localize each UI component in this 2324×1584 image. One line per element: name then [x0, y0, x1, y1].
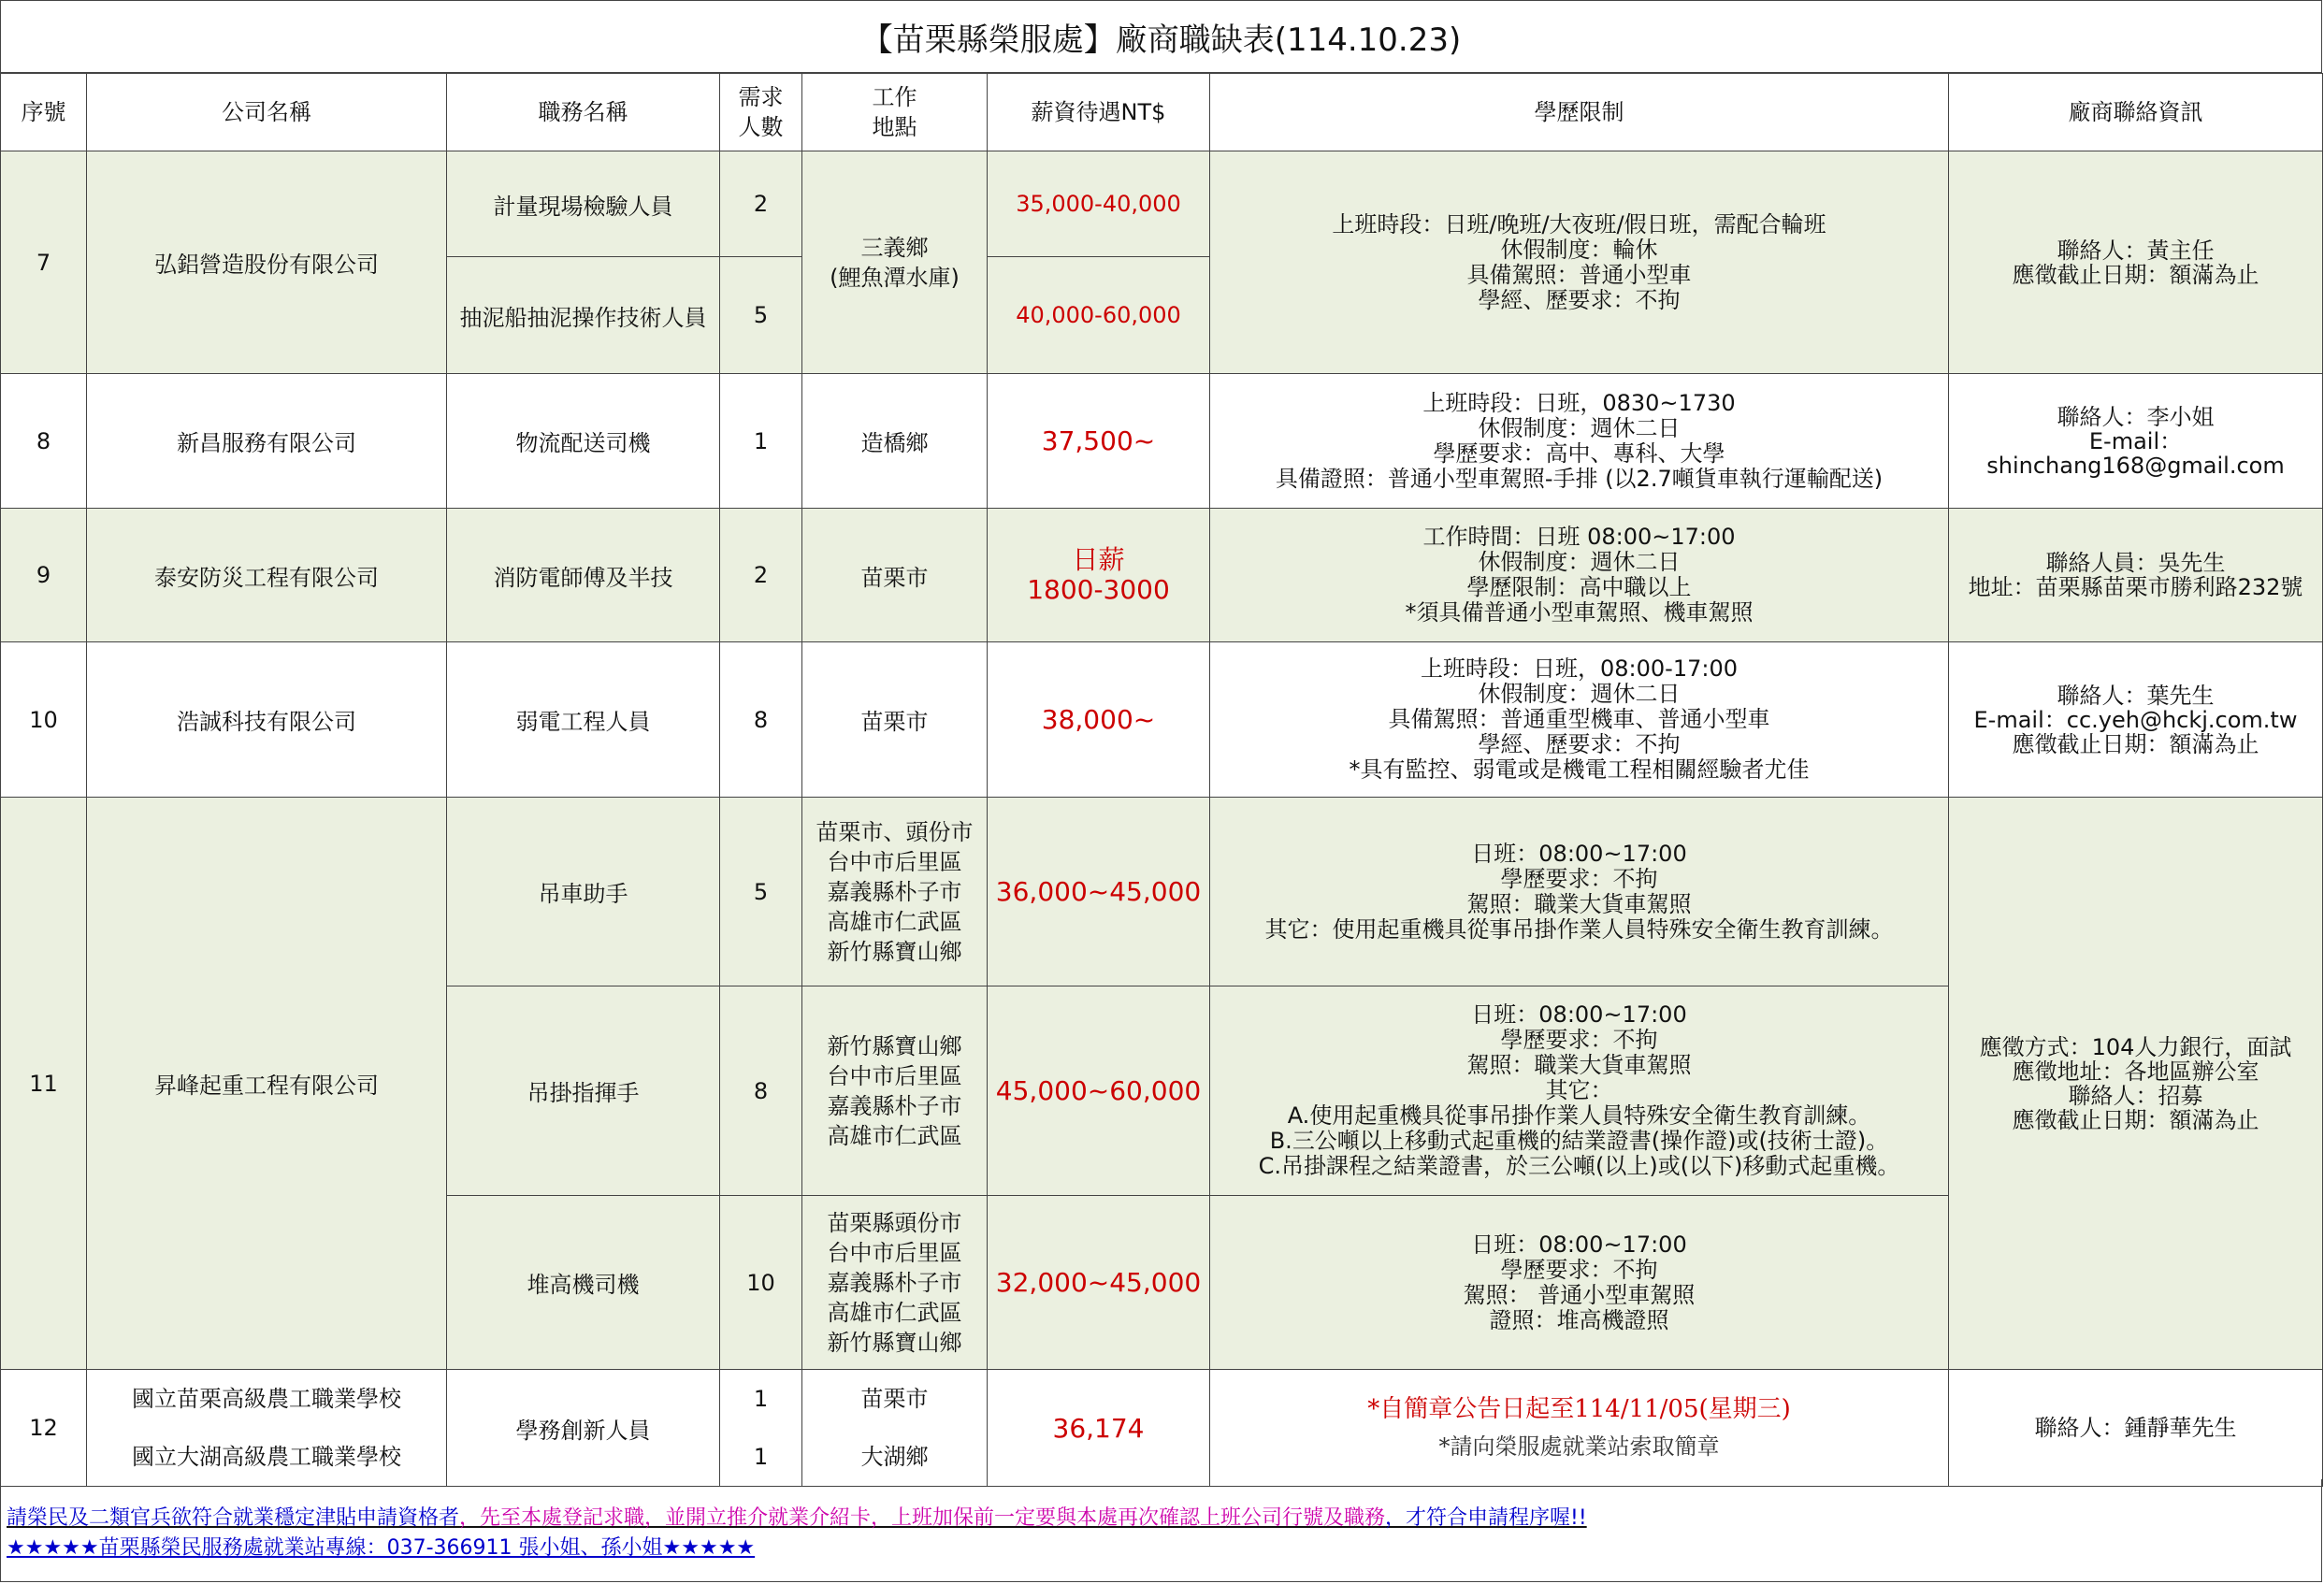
- requirement-line: 學歷限制：高中職以上: [1466, 574, 1692, 600]
- requirement-line: 具備駕照：普通重型機車、普通小型車: [1388, 706, 1770, 732]
- location-line: 台中市后里區: [827, 1062, 962, 1089]
- seq-cell: 12: [1, 1370, 87, 1487]
- location-cell: [802, 1370, 988, 1487]
- job-cell: 消防電師傅及半技: [447, 509, 720, 642]
- header-row: [1, 74, 2323, 151]
- location-line: 新竹縣寶山鄉: [827, 1032, 962, 1059]
- requirement-line: 學歷要求：不拘: [1500, 1256, 1658, 1283]
- contact-line: 聯絡人員：吳先生: [2045, 550, 2226, 576]
- requirement-line: 上班時段：日班，08:00-17:00: [1421, 655, 1738, 682]
- requirement-line: 駕照：職業大貨車駕照: [1466, 1052, 1692, 1078]
- contact-line: 應徵截止日期：額滿為止: [2012, 261, 2259, 288]
- requirements-cell: [1210, 798, 1949, 986]
- requirement-line: 其它：使用起重機具從事吊掛作業人員特殊安全衛生教育訓練。: [1264, 915, 1894, 943]
- contact-line: 聯絡人：李小姐: [2057, 403, 2215, 430]
- location-line: (鯉魚潭水庫): [830, 264, 960, 291]
- location-line: 嘉義縣朴子市: [827, 878, 962, 905]
- requirements-cell: [1210, 642, 1949, 798]
- table-row: [1, 1370, 2323, 1487]
- location-cell: 苗栗市: [802, 642, 988, 798]
- contact-cell: [1949, 1370, 2323, 1487]
- location-line: 三義鄉: [860, 234, 929, 261]
- location-cell: [802, 1196, 988, 1370]
- requirement-line: A.使用起重機具從事吊掛作業人員特殊安全衛生教育訓練。: [1287, 1102, 1871, 1129]
- notice-cell: [1210, 1370, 1949, 1487]
- count-cell: [720, 1370, 802, 1487]
- requirement-line: *須具備普通小型車駕照、機車駕照: [1405, 599, 1754, 626]
- requirement-line: 具備駕照：普通小型車: [1466, 261, 1692, 288]
- requirements-cell: [1210, 509, 1949, 642]
- count-line: 1: [753, 1444, 769, 1470]
- location-line: 新竹縣寶山鄉: [827, 938, 962, 965]
- seq-cell: 9: [1, 509, 87, 642]
- requirement-line: 學歷要求：不拘: [1500, 1027, 1658, 1053]
- company-cell: 新昌服務有限公司: [87, 374, 447, 509]
- salary-cell: 36,000~45,000: [988, 798, 1210, 986]
- contact-line: 應徵方式：104人力銀行，面試: [1979, 1033, 2292, 1060]
- requirement-line: 日班：08:00~17:00: [1471, 840, 1687, 867]
- header-requirements: 學歷限制: [1210, 74, 1949, 151]
- job-cell: 計量現場檢驗人員: [447, 151, 720, 257]
- contact-cell: [1949, 798, 2323, 1370]
- count-cell: 2: [720, 509, 802, 642]
- location-line: 台中市后里區: [827, 1239, 962, 1266]
- count-line: 1: [753, 1386, 769, 1412]
- location-cell: [802, 151, 988, 374]
- location-line: 苗栗縣頭份市: [827, 1209, 962, 1236]
- requirement-line: 其它：: [1545, 1077, 1613, 1103]
- salary-cell: [988, 509, 1210, 642]
- table-row: [1, 798, 2323, 986]
- location-line: 高雄市仁武區: [827, 1122, 962, 1149]
- salary-cell: 35,000-40,000: [988, 151, 1210, 257]
- job-cell: 物流配送司機: [447, 374, 720, 509]
- job-cell: 吊掛指揮手: [447, 986, 720, 1196]
- seq-cell: 8: [1, 374, 87, 509]
- contact-cell: [1949, 509, 2323, 642]
- footer-note-part3: ，才符合申請程序喔!!: [1385, 1506, 1587, 1530]
- header-job: 職務名稱: [447, 74, 720, 151]
- count-cell: 10: [720, 1196, 802, 1370]
- header-location-line1: 工作: [872, 84, 917, 110]
- job-cell: 學務創新人員: [447, 1370, 720, 1487]
- header-seq: 序號: [1, 74, 87, 151]
- requirement-line: *具有監控、弱電或是機電工程相關經驗者尤佳: [1349, 756, 1810, 783]
- notice-brochure: *請向榮服處就業站索取簡章: [1438, 1433, 1720, 1460]
- salary-line: 日薪: [1072, 544, 1125, 575]
- job-cell: 抽泥船抽泥操作技術人員: [447, 257, 720, 374]
- location-cell: 苗栗市: [802, 509, 988, 642]
- requirements-cell: [1210, 151, 1949, 374]
- salary-cell: 36,174: [988, 1370, 1210, 1487]
- location-line: 嘉義縣朴子市: [827, 1092, 962, 1119]
- requirement-line: 學經、歷要求：不拘: [1478, 286, 1681, 313]
- header-salary: 薪資待遇NT$: [988, 74, 1210, 151]
- contact-line: 應徵地址：各地區辦公室: [2012, 1058, 2259, 1085]
- count-cell: 2: [720, 151, 802, 257]
- company-line: 國立大湖高級農工職業學校: [132, 1444, 401, 1470]
- job-cell: 吊車助手: [447, 798, 720, 986]
- contact-line: E-mail：shinchang168@gmail.com: [1986, 427, 2285, 479]
- requirement-line: 上班時段：日班，0830~1730: [1422, 389, 1736, 416]
- requirement-line: 日班：08:00~17:00: [1471, 1231, 1687, 1258]
- requirement-line: 休假制度：週休二日: [1478, 681, 1681, 707]
- location-line: 高雄市仁武區: [827, 1299, 962, 1326]
- count-cell: 5: [720, 257, 802, 374]
- requirements-cell: [1210, 986, 1949, 1196]
- seq-cell: 7: [1, 151, 87, 374]
- salary-cell: 45,000~60,000: [988, 986, 1210, 1196]
- count-cell: 1: [720, 374, 802, 509]
- footer-notice: [0, 1479, 2322, 1582]
- table-row: [1, 374, 2323, 509]
- header-count-line1: 需求: [738, 84, 784, 110]
- requirement-line: 學歷要求：高中、專科、大學: [1433, 439, 1725, 467]
- location-line: 台中市后里區: [827, 848, 962, 875]
- table-row: [1, 151, 2323, 257]
- table-row: [1, 642, 2323, 798]
- requirement-line: 駕照：職業大貨車駕照: [1466, 890, 1692, 917]
- header-company: 公司名稱: [87, 74, 447, 151]
- contact-line: 應徵截止日期：額滿為止: [2012, 730, 2259, 757]
- location-line: 大湖鄉: [860, 1444, 929, 1470]
- header-location: [802, 74, 988, 151]
- count-cell: 8: [720, 986, 802, 1196]
- footer-eligibility-note: [7, 1502, 1587, 1531]
- header-count-line2: 人數: [738, 114, 784, 140]
- company-line: 國立苗栗高級農工職業學校: [132, 1386, 401, 1412]
- header-contact: 廠商聯絡資訊: [1949, 74, 2323, 151]
- contact-cell: [1949, 642, 2323, 798]
- requirement-line: 休假制度：週休二日: [1478, 414, 1681, 441]
- salary-line: 1800-3000: [1027, 574, 1170, 605]
- footer-note-part2: ，先至本處登記求職，並開立推介就業介紹卡，上班加保前一定要與本處再次確認上班公司行號及職務: [459, 1506, 1386, 1530]
- location-line: 高雄市仁武區: [827, 908, 962, 935]
- requirement-line: B.三公噸以上移動式起重機的結業證書(操作證)或(技術士證)。: [1269, 1128, 1889, 1154]
- company-cell: [87, 1370, 447, 1487]
- company-cell: 浩誠科技有限公司: [87, 642, 447, 798]
- table-row: [1, 509, 2323, 642]
- requirement-line: 日班：08:00~17:00: [1471, 1001, 1687, 1028]
- job-cell: 弱電工程人員: [447, 642, 720, 798]
- requirement-line: 休假制度：輪休: [1500, 236, 1658, 263]
- location-line: 嘉義縣朴子市: [827, 1269, 962, 1296]
- requirement-line: 休假制度：週休二日: [1478, 549, 1681, 575]
- requirement-line: 證照：堆高機證照: [1489, 1306, 1669, 1333]
- contact-line: 聯絡人：黃主任: [2057, 237, 2215, 264]
- seq-cell: 11: [1, 798, 87, 1370]
- footer-hotline: ★★★★★苗栗縣榮民服務處就業站專線：037-366911 張小姐、孫小姐★★★★★: [7, 1536, 756, 1560]
- contact-line: 應徵截止日期：額滿為止: [2012, 1106, 2259, 1133]
- requirement-line: 學歷要求：不拘: [1500, 865, 1658, 892]
- sheet-title: 【苗栗縣榮服處】廠商職缺表(114.10.23): [0, 0, 2322, 73]
- requirement-line: 工作時間：日班 08:00~17:00: [1422, 524, 1736, 550]
- contact-line: 聯絡人：招募: [2068, 1082, 2203, 1109]
- salary-cell: 32,000~45,000: [988, 1196, 1210, 1370]
- count-cell: 5: [720, 798, 802, 986]
- requirement-line: C.吊掛課程之結業證書，於三公噸(以上)或(以下)移動式起重機。: [1258, 1153, 1900, 1179]
- company-cell: 泰安防災工程有限公司: [87, 509, 447, 642]
- job-table: [0, 73, 2323, 1487]
- location-line: 苗栗市、頭份市: [816, 818, 974, 845]
- contact-line: 地址：苗栗縣苗栗市勝利路232號: [1968, 574, 2303, 600]
- company-cell: 弘鋁營造股份有限公司: [87, 151, 447, 374]
- company-cell: 昇峰起重工程有限公司: [87, 798, 447, 1370]
- requirement-line: 具備證照：普通小型車駕照-手排 (以2.7噸貨車執行運輸配送): [1275, 465, 1884, 492]
- salary-cell: 38,000~: [988, 642, 1210, 798]
- location-cell: [802, 986, 988, 1196]
- job-cell: 堆高機司機: [447, 1196, 720, 1370]
- header-count: [720, 74, 802, 151]
- salary-cell: 40,000-60,000: [988, 257, 1210, 374]
- contact-line: 聯絡人：葉先生: [2057, 682, 2215, 709]
- location-cell: 造橋鄉: [802, 374, 988, 509]
- requirement-line: 駕照： 普通小型車駕照: [1463, 1281, 1696, 1308]
- count-cell: 8: [720, 642, 802, 798]
- location-line: 苗栗市: [860, 1386, 929, 1412]
- contact-line: 聯絡人：鍾靜華先生: [2034, 1415, 2237, 1441]
- requirement-line: 學經、歷要求：不拘: [1478, 731, 1681, 757]
- requirements-cell: [1210, 374, 1949, 509]
- requirement-line: 上班時段：日班/晚班/大夜班/假日班，需配合輪班: [1332, 210, 1826, 238]
- footer-note-part1: 請榮民及二類官兵欲符合就業穩定津貼申請資格者: [7, 1506, 460, 1530]
- location-cell: [802, 798, 988, 986]
- header-location-line2: 地點: [872, 114, 917, 140]
- location-line: 新竹縣寶山鄉: [827, 1329, 962, 1356]
- notice-deadline: *自簡章公告日起至114/11/05(星期三): [1367, 1395, 1791, 1423]
- salary-cell: 37,500~: [988, 374, 1210, 509]
- seq-cell: 10: [1, 642, 87, 798]
- contact-line: E-mail：cc.yeh@hckj.com.tw: [1973, 706, 2298, 733]
- requirements-cell: [1210, 1196, 1949, 1370]
- contact-cell: [1949, 374, 2323, 509]
- contact-cell: [1949, 151, 2323, 374]
